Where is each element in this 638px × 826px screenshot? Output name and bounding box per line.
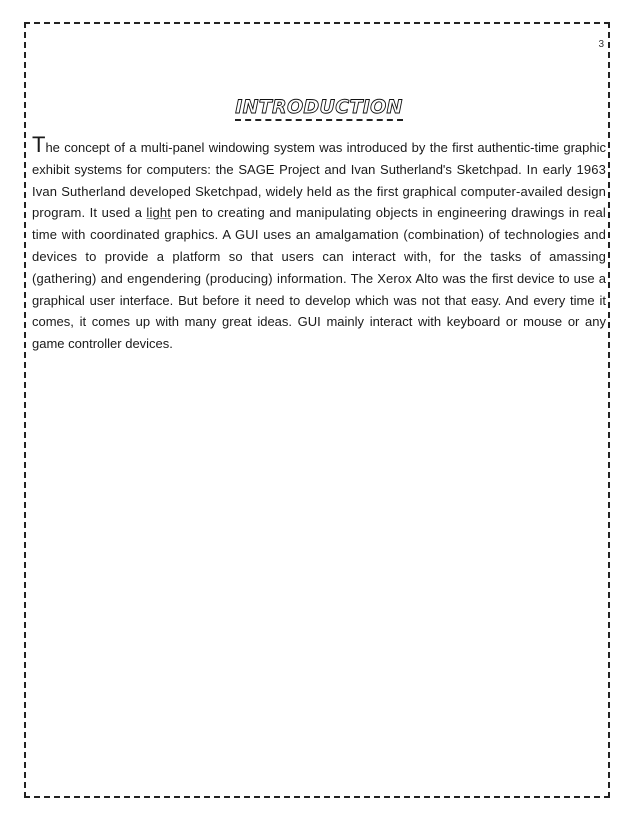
paragraph-segment-2: . In early 1963 Ivan Sutherland developed Sketchpad, widely held as the first graphical computer-availed design program. It used a	[32, 161, 606, 221]
light-pen-term: light	[146, 205, 172, 221]
page-number: 3	[598, 39, 604, 50]
paragraph-segment-5: was the first device to use a graphical user interface. But before it need to develop which was not that easy. And every time it comes, it comes up with many great ideas. GUI mainly interact with keyboard or mouse or any game controller devices.	[32, 270, 606, 352]
xerox-alto-term: Xerox Alto	[377, 270, 439, 286]
drop-cap: T	[32, 132, 46, 157]
paragraph-segment-3: pen to creating and manipulating objects in engineering drawings in real time with coordinated graphics. A GUI uses an amalgamation (combination) of technologies and devices to provide a platform so that users can interact with, for the tasks of amassing (gathering) and engendering (producing) information.	[32, 205, 606, 286]
page-title	[0, 96, 638, 118]
paragraph-segment-1: he concept of a multi-panel windowing system was introduced by the first authentic-time graphic exhibit systems for computers: the SAGE Project and Ivan Sutherland's Sketchpad	[32, 140, 606, 177]
introduction-paragraph	[32, 134, 606, 355]
page-title-text: INTRODUCTION	[235, 96, 403, 121]
paragraph-segment-4: The	[350, 270, 374, 286]
